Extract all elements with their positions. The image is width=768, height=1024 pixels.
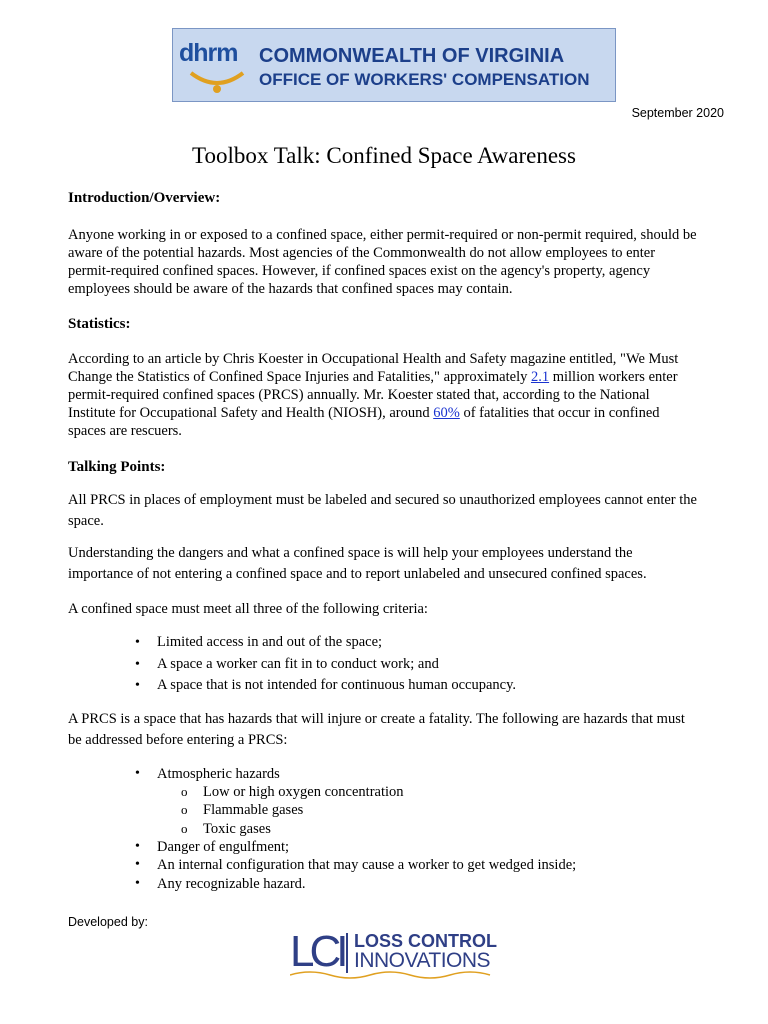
talking-points-heading: Talking Points: bbox=[68, 459, 166, 475]
atmospheric-sublist bbox=[68, 783, 728, 838]
stat-link-2-1[interactable]: 2.1 bbox=[530, 369, 550, 385]
stats-line: Institute for Occupational Safety and Health (NIOSH), around 60% of fatalities that occur in confined bbox=[68, 405, 660, 421]
prcs-paragraph: A PRCS is a space that has hazards that will injure or create a fatality. The following are hazards that must be addressed before entering a PRCS: bbox=[68, 711, 685, 748]
lci-name-line2: INNOVATIONS bbox=[354, 949, 491, 972]
org-line2: OFFICE OF WORKERS' COMPENSATION bbox=[259, 70, 590, 89]
talking-point-1: All PRCS in places of employment must be labeled and secured so unauthorized employees cannot enter the space. bbox=[68, 492, 697, 529]
atmospheric-item: o Low or high oxygen concentration bbox=[68, 783, 728, 801]
dhrm-logo: dhrm bbox=[179, 39, 238, 67]
intro-line: aware of the potential hazards. Most agencies of the Commonwealth do not allow employees to enter bbox=[68, 245, 656, 261]
intro-line: employees should be aware of the hazards that confined spaces may contain. bbox=[68, 281, 513, 297]
lci-logo bbox=[290, 929, 505, 979]
criteria-item: • A space a worker can fit in to conduct work; and bbox=[68, 654, 728, 676]
lci-name-line1: LOSS CONTROL bbox=[354, 931, 497, 951]
statistics-heading: Statistics: bbox=[68, 316, 131, 332]
stats-line: Change the Statistics of Confined Space Injuries and Fatalities," approximately 2.1 million workers enter bbox=[68, 369, 678, 385]
criteria-list bbox=[68, 632, 728, 697]
criteria-item: • Limited access in and out of the space; bbox=[68, 632, 728, 654]
hazard-list bbox=[68, 765, 728, 783]
intro-heading: Introduction/Overview: bbox=[68, 190, 221, 206]
hazard-item: • An internal configuration that may cause a worker to get wedged inside; bbox=[68, 856, 728, 874]
talking-point-2: Understanding the dangers and what a confined space is will help your employees understand the importance of not entering a confined space and to report unlabeled and unsecured confined spaces. bbox=[68, 545, 647, 582]
page-title: Toolbox Talk: Confined Space Awareness bbox=[192, 143, 576, 168]
hazard-item: • Atmospheric hazards bbox=[68, 765, 728, 783]
criteria-item: • A space that is not intended for continuous human occupancy. bbox=[68, 675, 728, 697]
hazard-list-continued bbox=[68, 838, 728, 893]
intro-paragraph bbox=[68, 226, 728, 298]
atmospheric-item: o Flammable gases bbox=[68, 801, 728, 819]
criteria-intro: A confined space must meet all three of the following criteria: bbox=[68, 601, 428, 617]
org-line1: COMMONWEALTH OF VIRGINIA bbox=[259, 45, 565, 67]
atmospheric-item: o Toxic gases bbox=[68, 820, 728, 838]
dhrm-banner bbox=[172, 28, 616, 102]
stats-line: According to an article by Chris Koester in Occupational Health and Safety magazine entitled, "We Must bbox=[68, 351, 679, 367]
lci-wave-icon bbox=[290, 967, 505, 979]
hazard-item: • Any recognizable hazard. bbox=[68, 875, 728, 893]
document-date: September 2020 bbox=[631, 106, 724, 120]
developed-by-label: Developed by: bbox=[68, 915, 148, 929]
statistics-paragraph bbox=[68, 350, 728, 440]
hazard-item: • Danger of engulfment; bbox=[68, 838, 728, 856]
stat-link-60[interactable]: 60% bbox=[433, 405, 460, 421]
lci-mark: LCI bbox=[290, 927, 344, 976]
intro-line: permit-required confined spaces. However, if confined spaces exist on the agency's property, agency bbox=[68, 263, 651, 279]
dhrm-figure-icon bbox=[187, 67, 247, 97]
stats-line: spaces are rescuers. bbox=[68, 423, 182, 439]
stats-line: permit-required confined spaces (PRCS) annually. Mr. Koester stated that, according to the National bbox=[68, 387, 650, 403]
intro-line: Anyone working in or exposed to a confined space, either permit-required or non-permit required, should be bbox=[68, 227, 697, 243]
